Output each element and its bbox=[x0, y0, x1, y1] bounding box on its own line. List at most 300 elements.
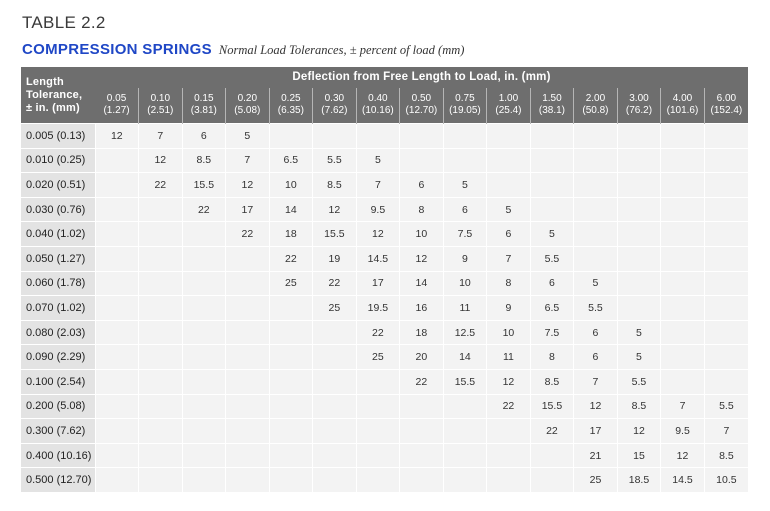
table-cell bbox=[400, 468, 444, 492]
table-cell: 10 bbox=[443, 271, 487, 296]
table-cell bbox=[95, 394, 139, 419]
table-cell: 12 bbox=[574, 394, 618, 419]
table-cell bbox=[226, 345, 270, 370]
table-cell bbox=[617, 222, 661, 247]
table-row bbox=[21, 419, 748, 444]
column-header bbox=[530, 88, 574, 124]
table-cell bbox=[400, 443, 444, 468]
corner-header bbox=[21, 67, 95, 124]
table-subtitle: Normal Load Tolerances, ± percent of load (mm) bbox=[218, 43, 465, 57]
row-label: 0.020 (0.51) bbox=[21, 173, 95, 198]
table-cell: 5.5 bbox=[617, 369, 661, 394]
table-cell bbox=[704, 345, 748, 370]
table-cell: 12 bbox=[313, 197, 357, 222]
table-cell: 22 bbox=[226, 222, 270, 247]
table-cell bbox=[95, 148, 139, 173]
table-cell: 15 bbox=[617, 443, 661, 468]
column-header-in: 6.00 bbox=[716, 93, 737, 105]
table-cell: 12.5 bbox=[443, 320, 487, 345]
column-header bbox=[139, 88, 183, 124]
table-cell bbox=[617, 246, 661, 271]
table-cell bbox=[400, 394, 444, 419]
table-row bbox=[21, 320, 748, 345]
table-cell bbox=[356, 419, 400, 444]
table-cell bbox=[95, 468, 139, 492]
table-cell: 7.5 bbox=[530, 320, 574, 345]
table-cell: 22 bbox=[269, 246, 313, 271]
table-row bbox=[21, 394, 748, 419]
column-header-in: 0.75 bbox=[455, 93, 475, 105]
table-cell: 22 bbox=[356, 320, 400, 345]
table-cell bbox=[139, 369, 183, 394]
table-cell bbox=[182, 419, 226, 444]
column-header bbox=[313, 88, 357, 124]
table-cell: 18.5 bbox=[617, 468, 661, 492]
table-title: COMPRESSION SPRINGS bbox=[22, 41, 212, 58]
table-cell: 8.5 bbox=[530, 369, 574, 394]
table-cell bbox=[182, 468, 226, 492]
table-cell bbox=[530, 443, 574, 468]
table-cell: 19.5 bbox=[356, 296, 400, 321]
table-cell bbox=[574, 222, 618, 247]
table-cell bbox=[400, 148, 444, 173]
column-header bbox=[574, 88, 618, 124]
table-cell: 6.5 bbox=[530, 296, 574, 321]
tolerance-table bbox=[21, 67, 748, 492]
column-header bbox=[182, 88, 226, 124]
table-cell: 5 bbox=[356, 148, 400, 173]
table-cell: 8.5 bbox=[182, 148, 226, 173]
row-label: 0.500 (12.70) bbox=[21, 468, 95, 492]
table-cell bbox=[617, 271, 661, 296]
row-label: 0.010 (0.25) bbox=[21, 148, 95, 173]
table-cell: 5.5 bbox=[530, 246, 574, 271]
table-cell bbox=[487, 443, 531, 468]
table-cell bbox=[139, 320, 183, 345]
table-cell bbox=[182, 394, 226, 419]
table-cell: 25 bbox=[356, 345, 400, 370]
table-cell bbox=[574, 197, 618, 222]
table-cell: 7 bbox=[487, 246, 531, 271]
column-header-in: 0.05 bbox=[106, 93, 127, 105]
table-row bbox=[21, 246, 748, 271]
corner-label-line: Tolerance, bbox=[26, 88, 83, 101]
column-header-mm: (101.6) bbox=[666, 105, 699, 117]
table-cell bbox=[226, 246, 270, 271]
table-cell bbox=[95, 296, 139, 321]
table-cell: 12 bbox=[400, 246, 444, 271]
table-cell bbox=[530, 468, 574, 492]
table-cell bbox=[704, 271, 748, 296]
table-cell bbox=[356, 468, 400, 492]
table-cell bbox=[661, 197, 705, 222]
table-cell: 7 bbox=[661, 394, 705, 419]
table-cell: 8 bbox=[530, 345, 574, 370]
table-row bbox=[21, 197, 748, 222]
table-cell bbox=[269, 394, 313, 419]
table-cell bbox=[704, 148, 748, 173]
table-body bbox=[21, 124, 748, 492]
table-cell: 7 bbox=[226, 148, 270, 173]
table-cell bbox=[139, 419, 183, 444]
table-cell: 11 bbox=[487, 345, 531, 370]
table-cell bbox=[704, 173, 748, 198]
table-cell: 7.5 bbox=[443, 222, 487, 247]
table-row bbox=[21, 124, 748, 149]
table-cell bbox=[661, 124, 705, 149]
column-header-in: 0.40 bbox=[368, 93, 388, 105]
table-cell bbox=[269, 296, 313, 321]
table-cell bbox=[443, 443, 487, 468]
table-row bbox=[21, 148, 748, 173]
table-cell: 10.5 bbox=[704, 468, 748, 492]
table-cell bbox=[704, 320, 748, 345]
table-cell bbox=[487, 148, 531, 173]
table-cell bbox=[574, 173, 618, 198]
table-cell: 6 bbox=[182, 124, 226, 149]
table-cell bbox=[95, 419, 139, 444]
table-cell bbox=[226, 394, 270, 419]
table-cell bbox=[95, 345, 139, 370]
table-cell bbox=[95, 173, 139, 198]
table-cell: 15.5 bbox=[530, 394, 574, 419]
column-header bbox=[356, 88, 400, 124]
table-cell bbox=[443, 394, 487, 419]
column-header-in: 0.30 bbox=[324, 93, 345, 105]
table-cell: 9.5 bbox=[661, 419, 705, 444]
table-cell: 6 bbox=[400, 173, 444, 198]
table-cell bbox=[661, 320, 705, 345]
table-cell bbox=[226, 271, 270, 296]
table-cell: 8.5 bbox=[617, 394, 661, 419]
table-cell bbox=[313, 419, 357, 444]
row-label: 0.050 (1.27) bbox=[21, 246, 95, 271]
table-cell bbox=[226, 296, 270, 321]
column-header-mm: (3.81) bbox=[190, 105, 217, 117]
table-cell bbox=[574, 246, 618, 271]
table-cell bbox=[704, 369, 748, 394]
row-label: 0.070 (1.02) bbox=[21, 296, 95, 321]
table-cell: 6 bbox=[487, 222, 531, 247]
table-cell bbox=[530, 197, 574, 222]
column-header bbox=[400, 88, 444, 124]
table-row bbox=[21, 222, 748, 247]
table-cell bbox=[356, 369, 400, 394]
table-cell bbox=[704, 246, 748, 271]
column-header bbox=[661, 88, 705, 124]
table-cell bbox=[139, 296, 183, 321]
column-header-row bbox=[21, 88, 748, 124]
column-header bbox=[704, 88, 748, 124]
deflection-group-header: Deflection from Free Length to Load, in. (mm) bbox=[95, 67, 748, 88]
table-cell bbox=[530, 124, 574, 149]
table-cell bbox=[139, 468, 183, 492]
table-cell bbox=[400, 419, 444, 444]
table-cell bbox=[182, 320, 226, 345]
table-cell bbox=[226, 369, 270, 394]
table-cell bbox=[487, 173, 531, 198]
table-cell bbox=[269, 320, 313, 345]
table-cell: 6 bbox=[443, 197, 487, 222]
table-cell: 25 bbox=[269, 271, 313, 296]
table-cell bbox=[95, 222, 139, 247]
table-cell bbox=[139, 271, 183, 296]
row-label: 0.300 (7.62) bbox=[21, 419, 95, 444]
table-cell: 12 bbox=[661, 443, 705, 468]
table-cell bbox=[182, 369, 226, 394]
table-cell bbox=[443, 419, 487, 444]
table-row bbox=[21, 271, 748, 296]
table-row bbox=[21, 443, 748, 468]
table-cell bbox=[313, 124, 357, 149]
table-cell bbox=[487, 468, 531, 492]
table-cell: 12 bbox=[226, 173, 270, 198]
table-cell: 12 bbox=[356, 222, 400, 247]
table-cell: 9.5 bbox=[356, 197, 400, 222]
table-cell: 12 bbox=[617, 419, 661, 444]
table-cell bbox=[704, 197, 748, 222]
column-header-in: 0.20 bbox=[237, 93, 258, 105]
table-cell: 22 bbox=[400, 369, 444, 394]
table-cell: 9 bbox=[443, 246, 487, 271]
table-cell: 7 bbox=[356, 173, 400, 198]
table-cell bbox=[661, 369, 705, 394]
table-cell bbox=[443, 148, 487, 173]
table-cell: 15.5 bbox=[443, 369, 487, 394]
table-cell: 5.5 bbox=[574, 296, 618, 321]
table-cell bbox=[226, 468, 270, 492]
table-cell: 5 bbox=[617, 320, 661, 345]
table-cell bbox=[139, 345, 183, 370]
table-cell: 5 bbox=[487, 197, 531, 222]
row-label: 0.040 (1.02) bbox=[21, 222, 95, 247]
table-cell bbox=[661, 345, 705, 370]
table-cell: 5 bbox=[226, 124, 270, 149]
table-cell: 16 bbox=[400, 296, 444, 321]
table-cell bbox=[182, 222, 226, 247]
row-label: 0.100 (2.54) bbox=[21, 369, 95, 394]
table-cell: 5 bbox=[617, 345, 661, 370]
table-cell bbox=[226, 320, 270, 345]
column-header-in: 2.00 bbox=[585, 93, 606, 105]
table-cell bbox=[400, 124, 444, 149]
table-cell bbox=[617, 148, 661, 173]
column-header-in: 0.10 bbox=[150, 93, 171, 105]
table-cell bbox=[269, 369, 313, 394]
table-cell bbox=[617, 296, 661, 321]
table-cell: 6 bbox=[574, 345, 618, 370]
table-cell bbox=[95, 443, 139, 468]
table-cell bbox=[95, 369, 139, 394]
table-cell: 6 bbox=[574, 320, 618, 345]
table-cell: 5.5 bbox=[313, 148, 357, 173]
column-header-in: 4.00 bbox=[672, 93, 693, 105]
table-cell: 5 bbox=[574, 271, 618, 296]
table-cell: 10 bbox=[269, 173, 313, 198]
table-cell bbox=[139, 197, 183, 222]
table-cell: 7 bbox=[574, 369, 618, 394]
table-cell bbox=[95, 320, 139, 345]
table-cell: 14.5 bbox=[356, 246, 400, 271]
table-cell: 15.5 bbox=[313, 222, 357, 247]
column-header-mm: (38.1) bbox=[538, 105, 565, 117]
table-cell: 14 bbox=[269, 197, 313, 222]
table-cell: 12 bbox=[487, 369, 531, 394]
table-cell: 10 bbox=[487, 320, 531, 345]
column-header-mm: (10.16) bbox=[362, 105, 394, 117]
column-header-in: 0.15 bbox=[194, 93, 214, 105]
column-header-mm: (76.2) bbox=[625, 105, 653, 117]
table-cell bbox=[182, 296, 226, 321]
table-cell: 9 bbox=[487, 296, 531, 321]
table-cell bbox=[530, 173, 574, 198]
table-cell bbox=[617, 173, 661, 198]
table-cell: 7 bbox=[704, 419, 748, 444]
title-row bbox=[22, 41, 464, 59]
column-header-mm: (7.62) bbox=[321, 105, 348, 117]
column-header bbox=[226, 88, 270, 124]
table-cell bbox=[269, 468, 313, 492]
column-header-mm: (19.05) bbox=[449, 105, 481, 117]
table-cell bbox=[226, 443, 270, 468]
table-cell bbox=[269, 443, 313, 468]
column-header-mm: (6.35) bbox=[277, 105, 304, 117]
corner-label-line: ± in. (mm) bbox=[26, 101, 80, 114]
column-header-in: 1.50 bbox=[542, 93, 562, 105]
table-cell bbox=[313, 345, 357, 370]
table-cell: 17 bbox=[356, 271, 400, 296]
table-row bbox=[21, 468, 748, 492]
table-cell: 12 bbox=[139, 148, 183, 173]
table-cell: 8.5 bbox=[704, 443, 748, 468]
table-cell: 21 bbox=[574, 443, 618, 468]
column-header bbox=[269, 88, 313, 124]
table-cell bbox=[487, 124, 531, 149]
table-cell bbox=[313, 320, 357, 345]
table-cell bbox=[661, 148, 705, 173]
column-header-mm: (2.51) bbox=[147, 105, 174, 117]
corner-label-line: Length bbox=[26, 75, 64, 88]
table-cell: 18 bbox=[269, 222, 313, 247]
table-cell bbox=[313, 468, 357, 492]
table-cell bbox=[617, 197, 661, 222]
column-header-mm: (5.08) bbox=[234, 105, 261, 117]
table-cell bbox=[661, 222, 705, 247]
table-cell: 11 bbox=[443, 296, 487, 321]
table-cell bbox=[661, 173, 705, 198]
table-cell bbox=[182, 271, 226, 296]
table-cell: 22 bbox=[487, 394, 531, 419]
column-header-in: 3.00 bbox=[629, 93, 649, 105]
table-cell: 22 bbox=[139, 173, 183, 198]
row-label: 0.030 (0.76) bbox=[21, 197, 95, 222]
row-label: 0.060 (1.78) bbox=[21, 271, 95, 296]
table-cell bbox=[704, 222, 748, 247]
table-number: TABLE 2.2 bbox=[22, 13, 106, 32]
table-cell: 6.5 bbox=[269, 148, 313, 173]
column-header-mm: (12.70) bbox=[405, 105, 438, 117]
table-cell: 22 bbox=[182, 197, 226, 222]
table-cell: 5.5 bbox=[704, 394, 748, 419]
table-row bbox=[21, 345, 748, 370]
row-label: 0.005 (0.13) bbox=[21, 124, 95, 149]
table-cell bbox=[139, 443, 183, 468]
table-row bbox=[21, 173, 748, 198]
table-cell bbox=[139, 394, 183, 419]
table-cell: 22 bbox=[530, 419, 574, 444]
table-row bbox=[21, 369, 748, 394]
table-cell bbox=[661, 296, 705, 321]
table-cell bbox=[313, 443, 357, 468]
table-cell bbox=[139, 222, 183, 247]
row-label: 0.200 (5.08) bbox=[21, 394, 95, 419]
table-cell bbox=[661, 271, 705, 296]
table-cell: 10 bbox=[400, 222, 444, 247]
column-header-in: 0.50 bbox=[411, 93, 432, 105]
table-cell: 7 bbox=[139, 124, 183, 149]
table-cell: 5 bbox=[443, 173, 487, 198]
table-cell bbox=[704, 296, 748, 321]
table-cell bbox=[269, 124, 313, 149]
column-header-mm: (25.4) bbox=[495, 105, 522, 117]
table-cell: 17 bbox=[574, 419, 618, 444]
table-cell: 14 bbox=[443, 345, 487, 370]
table-cell bbox=[356, 124, 400, 149]
table-cell: 12 bbox=[95, 124, 139, 149]
table-cell: 14 bbox=[400, 271, 444, 296]
table-cell: 19 bbox=[313, 246, 357, 271]
table-cell: 15.5 bbox=[182, 173, 226, 198]
table-cell: 5 bbox=[530, 222, 574, 247]
table-cell bbox=[182, 443, 226, 468]
table-cell bbox=[226, 419, 270, 444]
table-cell bbox=[269, 419, 313, 444]
row-label: 0.090 (2.29) bbox=[21, 345, 95, 370]
table-cell bbox=[443, 124, 487, 149]
table-cell bbox=[182, 246, 226, 271]
table-cell bbox=[574, 124, 618, 149]
table-cell: 14.5 bbox=[661, 468, 705, 492]
table-cell bbox=[95, 271, 139, 296]
column-header-in: 0.25 bbox=[281, 93, 301, 105]
table-cell bbox=[617, 124, 661, 149]
table-cell bbox=[443, 468, 487, 492]
table-cell bbox=[182, 345, 226, 370]
table-cell: 8 bbox=[487, 271, 531, 296]
table-cell bbox=[313, 369, 357, 394]
table-cell bbox=[95, 246, 139, 271]
table-cell bbox=[661, 246, 705, 271]
table-cell: 6 bbox=[530, 271, 574, 296]
table-cell: 22 bbox=[313, 271, 357, 296]
column-header bbox=[487, 88, 531, 124]
column-header-in: 1.00 bbox=[498, 93, 519, 105]
table-cell: 8 bbox=[400, 197, 444, 222]
table-cell bbox=[530, 148, 574, 173]
table-cell bbox=[356, 443, 400, 468]
table-cell bbox=[704, 124, 748, 149]
table-cell: 17 bbox=[226, 197, 270, 222]
column-header bbox=[95, 88, 139, 124]
table-cell: 20 bbox=[400, 345, 444, 370]
table-cell: 18 bbox=[400, 320, 444, 345]
table-cell bbox=[95, 197, 139, 222]
row-label: 0.400 (10.16) bbox=[21, 443, 95, 468]
table-cell: 25 bbox=[313, 296, 357, 321]
table-cell bbox=[139, 246, 183, 271]
column-header-mm: (152.4) bbox=[710, 105, 743, 117]
table-cell bbox=[487, 419, 531, 444]
